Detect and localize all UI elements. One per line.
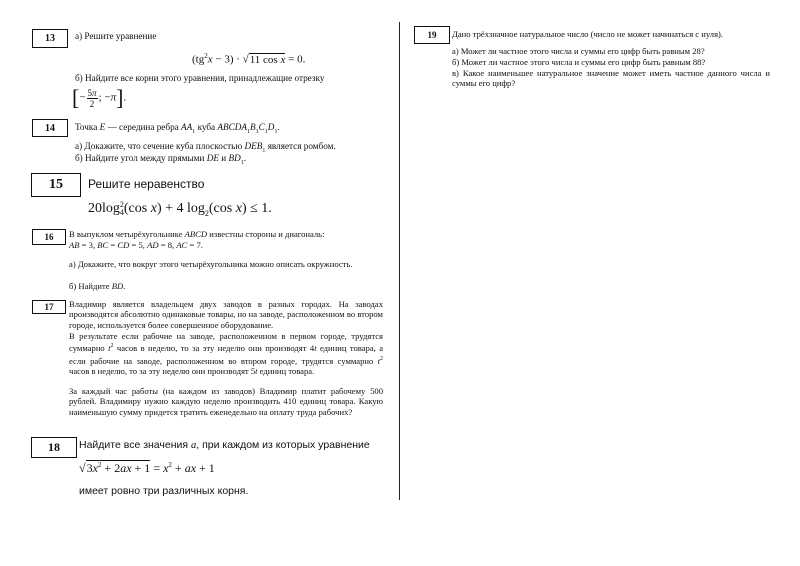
problem-14-intro: Точка E — середина ребра $AA_1$ куба $ABCDA_1B_1C_1D_1$. [75,122,280,135]
problem-17-number [32,300,66,314]
problem-13-part-a: а) Решите уравнение [75,31,157,41]
problem-19-part-a: а) Может ли частное этого числа и суммы его цифр быть равным 28? [452,46,705,56]
problem-18-equation: $√3x^2 + 2ax + 1 = x^2$ + ax + 1 [79,461,215,475]
problem-19-part-b: б) Может ли частное этого числа и суммы его цифр быть равным 88? [452,57,706,67]
column-divider [399,22,400,500]
problem-16-number-text: 16 [44,232,54,242]
problem-13-interval: [− $\frac{5\pi}{2}$ ; −π]. [72,85,127,110]
problem-19-number [414,26,450,44]
problem-19-part-c: в) Какое наименьшее натуральное значение может иметь частное данного числа и суммы его цифр? [452,68,770,89]
problem-14-number [32,119,68,137]
problem-17-paragraph-1: Владимир является владельцем двух заводов в разных городах. На заводах производятся абсолютно одинаковые товары, но на заводе, расположенном во втором городе, используется более совершенное оборудование. [69,299,383,330]
problem-17-number-text: 17 [44,302,54,312]
problem-17-paragraph-2: В результате если рабочие на заводе, расположенном в первом городе, трудятся суммарно $t^2$ часов в неделю, то за эту неделю они производят 4t единиц товара, а если рабочие на заводе, расположенном во втором городе, трудятся суммарно $t^2$ часов в неделю, то за эту неделю они производят 5t единиц товара. [69,331,384,376]
problem-17-paragraph-3: За каждый час работы (на каждом из заводов) Владимир платит рабочему 500 рублей. Владимиру нужно каждую неделю производить 410 единиц товара. Какую наименьшую сумму придется тратить еженедельно на оплату труда рабочих? [69,386,383,417]
problem-18-title: Найдите все значения a, при каждом из которых уравнение [79,439,370,451]
problem-15-inequality: 20log 2 4 (cos x) + 4 $\log_2(\cos$ x) ≤ 1. [88,200,272,219]
problem-16-part-a: а) Докажите, что вокруг этого четырёхугольника можно описать окружность. [69,259,353,269]
problem-16-line1: В выпуклом четырёхугольнике ABCD известны стороны и диагональ: [69,229,325,239]
problem-18-number [31,437,77,458]
problem-15-number-text: 15 [49,177,63,192]
problem-13-number-text: 13 [45,33,55,44]
problem-15-title: Решите неравенство [88,177,205,191]
problem-14-part-b: б) Найдите угол между прямыми DE и $BD_1$. [75,153,246,166]
problem-15-number [31,173,81,197]
problem-19-intro: Дано трёхзначное натуральное число (число не может начинаться с нуля). [452,29,724,39]
problem-14-part-a: а) Докажите, что сечение куба плоскостью $DEB_1$ является ромбом. [75,141,336,154]
problem-18-number-text: 18 [48,440,60,454]
problem-18-tail: имеет ровно три различных корня. [79,485,249,497]
problem-16-line2: AB = 3, BC = CD = 5, AD = 8, AC = 7. [69,240,203,250]
problem-16-part-b: б) Найдите BD. [69,281,126,291]
problem-13-number [32,29,68,48]
problem-19-number-text: 19 [427,30,437,40]
problem-13-equation: $(tg^2x - 3) \cdot √11$ cos x = 0. [192,52,306,66]
problem-13-part-b: б) Найдите все корни этого уравнения, принадлежащие отрезку [75,73,325,83]
problem-16-number [32,229,66,245]
problem-14-number-text: 14 [45,122,55,134]
